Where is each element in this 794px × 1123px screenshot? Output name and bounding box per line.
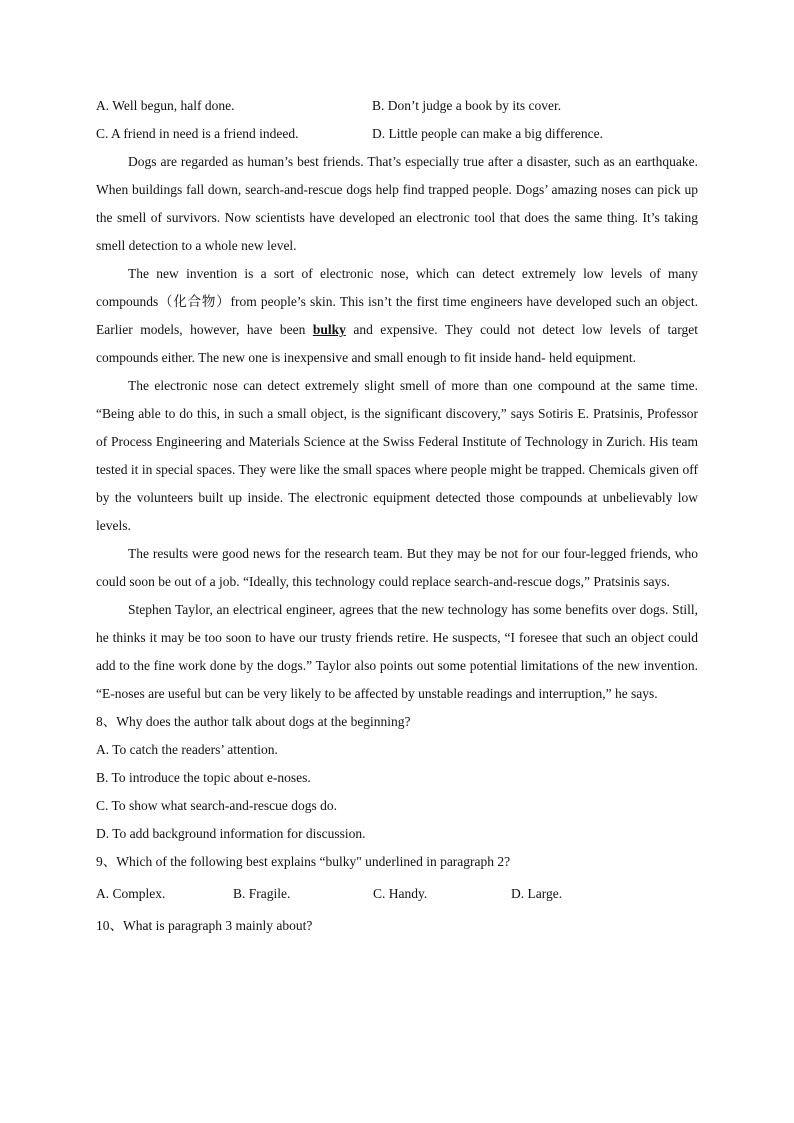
question-9-option-b: B. Fragile. — [233, 886, 291, 901]
question-8-option-a: A. To catch the readers’ attention. — [96, 742, 278, 757]
paragraph-2-text-before: The new invention is a sort of electronic nose, which can detect extremely low levels of many compounds（化合物）from people’s skin. This isn’t the first time engineers have developed such an object. Earlier models, however, have been — [96, 266, 698, 337]
question-8-option-b: B. To introduce the topic about e-noses. — [96, 770, 311, 785]
paragraph-5-text: Stephen Taylor, an electrical engineer, agrees that the new technology has some benefits over dogs. Still, he thinks it may be too soon to have our trusty friends retire. He suspects, “I foresee that such an object could add to the fine work done by the dogs.” Taylor also points out some potential limitations of the new invention. “E-noses are useful but can be very likely to be affected by unstable readings and interruption,” he says. — [96, 602, 698, 701]
question-8-option-c: C. To show what search-and-rescue dogs do. — [96, 798, 337, 813]
paragraph-3-text: The electronic nose can detect extremely slight smell of more than one compound at the same time. “Being able to do this, in such a small object, is the significant discovery,” says Sotiris E. Pratsinis, Professor of Process Engineering and Materials Science at the Swiss Federal Institute of Technology in Zurich. His team tested it in special spaces. They were like the small spaces where people might be trapped. Chemicals given off by the volunteers built up inside. The electronic equipment detected those compounds at unbelievably low levels. — [96, 378, 698, 533]
paragraph-1-text: Dogs are regarded as human’s best friends. That’s especially true after a disaster, such as an earthquake. When buildings fall down, search-and-rescue dogs help find trapped people. Dogs’ amazing noses can pick up the smell of survivors. Now scientists have developed an electronic tool that does the same thing. It’s taking smell detection to a whole new level. — [96, 154, 698, 253]
underlined-word-bulky: bulky — [312, 322, 346, 337]
prev-options-row-2 — [96, 120, 698, 148]
question-9-options — [96, 876, 698, 912]
paragraph-4-text: The results were good news for the research team. But they may be not for our four-legged friends, who could soon be out of a job. “Ideally, this technology could replace search-and-rescue dogs,” Pratsinis says. — [96, 546, 698, 589]
prev-option-b: B. Don’t judge a book by its cover. — [372, 98, 562, 113]
passage-paragraph-2 — [96, 260, 698, 372]
question-9-option-a: A. Complex. — [96, 886, 166, 901]
prev-option-a: A. Well begun, half done. — [96, 98, 235, 113]
prev-option-d: D. Little people can make a big difference. — [372, 126, 604, 141]
question-8-stem: 8、Why does the author talk about dogs at the beginning? — [96, 714, 411, 729]
passage-paragraph-5 — [96, 596, 698, 708]
passage-paragraph-3 — [96, 372, 698, 540]
prev-options-row-1 — [96, 92, 698, 120]
question-9-option-c: C. Handy. — [373, 886, 428, 901]
question-9-option-d: D. Large. — [511, 886, 563, 901]
prev-option-c: C. A friend in need is a friend indeed. — [96, 126, 299, 141]
question-8-option-d: D. To add background information for discussion. — [96, 826, 366, 841]
paragraph-2-text-after: and expensive. They could not detect low levels of target compounds either. The new one is inexpensive and small enough to fit inside hand- held equipment. — [96, 322, 698, 365]
question-10-stem: 10、What is paragraph 3 mainly about? — [96, 918, 313, 933]
passage-paragraph-1 — [96, 148, 698, 260]
passage-paragraph-4 — [96, 540, 698, 596]
exam-page — [96, 92, 698, 940]
question-9-stem: 9、Which of the following best explains “bulky" underlined in paragraph 2? — [96, 854, 511, 869]
